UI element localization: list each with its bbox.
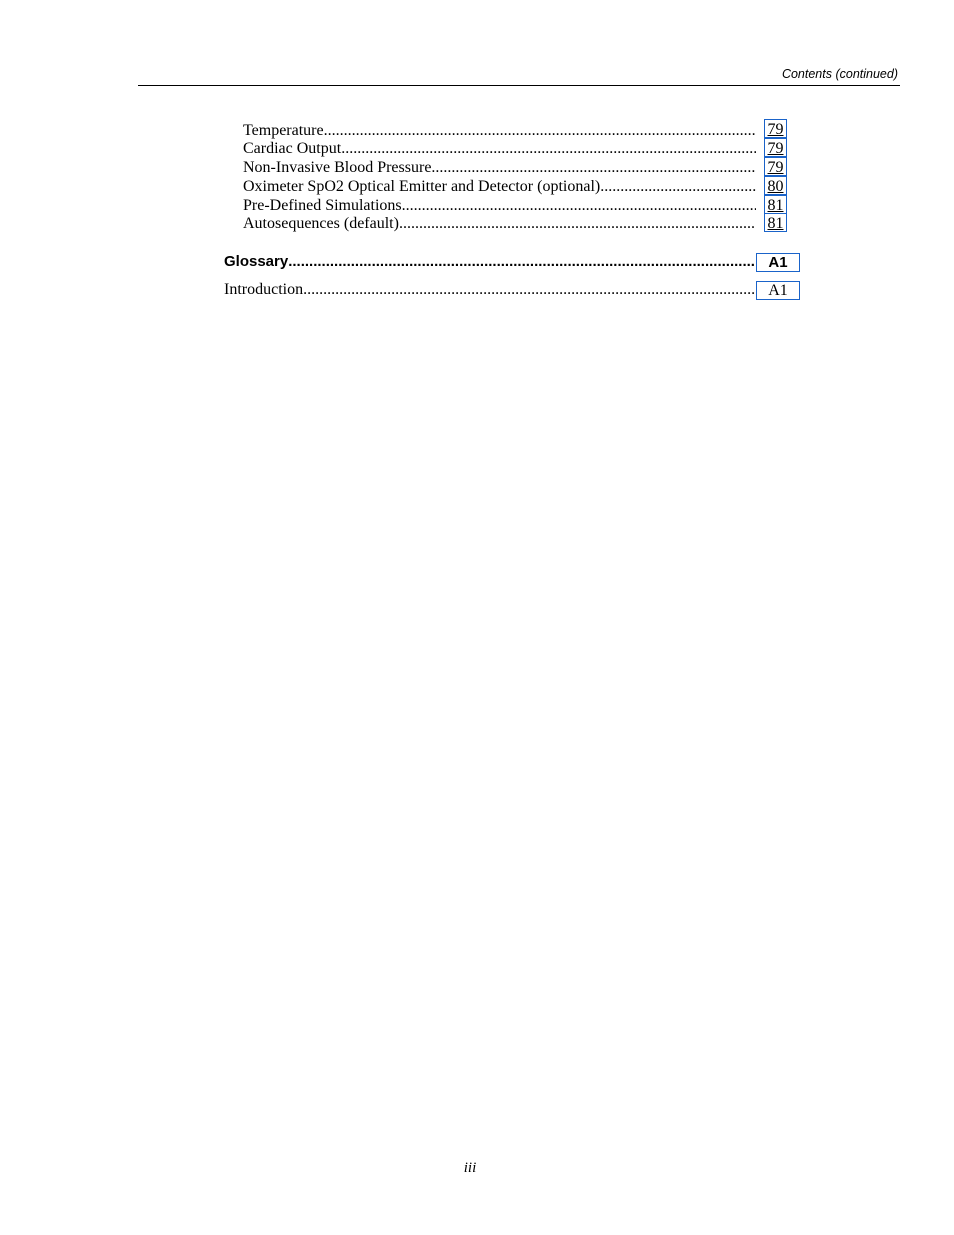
toc-leader-dots bbox=[402, 196, 756, 215]
toc-leader-dots bbox=[324, 121, 756, 140]
toc-page-link[interactable]: 79 bbox=[764, 138, 787, 157]
toc-page-link[interactable]: 79 bbox=[764, 119, 787, 138]
toc-page-link[interactable]: 81 bbox=[764, 213, 787, 232]
toc-entry-label: Temperature bbox=[243, 122, 324, 139]
toc-page-link[interactable]: A1 bbox=[756, 281, 800, 300]
toc-leader-dots bbox=[341, 139, 756, 158]
toc-entry-glossary bbox=[224, 252, 755, 271]
toc-leader-dots bbox=[399, 214, 756, 233]
toc-entry-pre-defined-simulations bbox=[243, 196, 756, 215]
toc-page-link[interactable]: 79 bbox=[764, 157, 787, 176]
toc-entry-label: Oximeter SpO2 Optical Emitter and Detector (optional) bbox=[243, 178, 601, 195]
page-number: iii bbox=[463, 1160, 477, 1176]
toc-leader-dots bbox=[288, 252, 755, 271]
toc-leader-dots bbox=[600, 177, 756, 196]
header-rule bbox=[138, 85, 900, 86]
toc-page-link[interactable]: 80 bbox=[764, 176, 787, 195]
toc-entry-label: Cardiac Output bbox=[243, 140, 342, 157]
toc-leader-dots bbox=[303, 280, 756, 299]
toc-entry-temperature bbox=[243, 121, 756, 140]
toc-entry-label: Non-Invasive Blood Pressure bbox=[243, 159, 432, 176]
toc-page-link[interactable]: 81 bbox=[764, 195, 787, 214]
toc-entry-label: Autosequences (default) bbox=[243, 215, 399, 232]
toc-leader-dots bbox=[431, 158, 756, 177]
toc-entry-oximeter bbox=[243, 177, 756, 196]
toc-page-link[interactable]: A1 bbox=[756, 253, 800, 272]
toc-entry-label: Introduction bbox=[224, 281, 304, 298]
running-header: Contents (continued) bbox=[781, 67, 898, 81]
toc-entry-label: Glossary bbox=[224, 253, 289, 270]
toc-entry-nibp bbox=[243, 158, 756, 177]
toc-entry-label: Pre-Defined Simulations bbox=[243, 197, 402, 214]
toc-entry-autosequences bbox=[243, 214, 756, 233]
toc-entry-cardiac-output bbox=[243, 139, 756, 158]
toc-entry-introduction bbox=[224, 280, 756, 299]
